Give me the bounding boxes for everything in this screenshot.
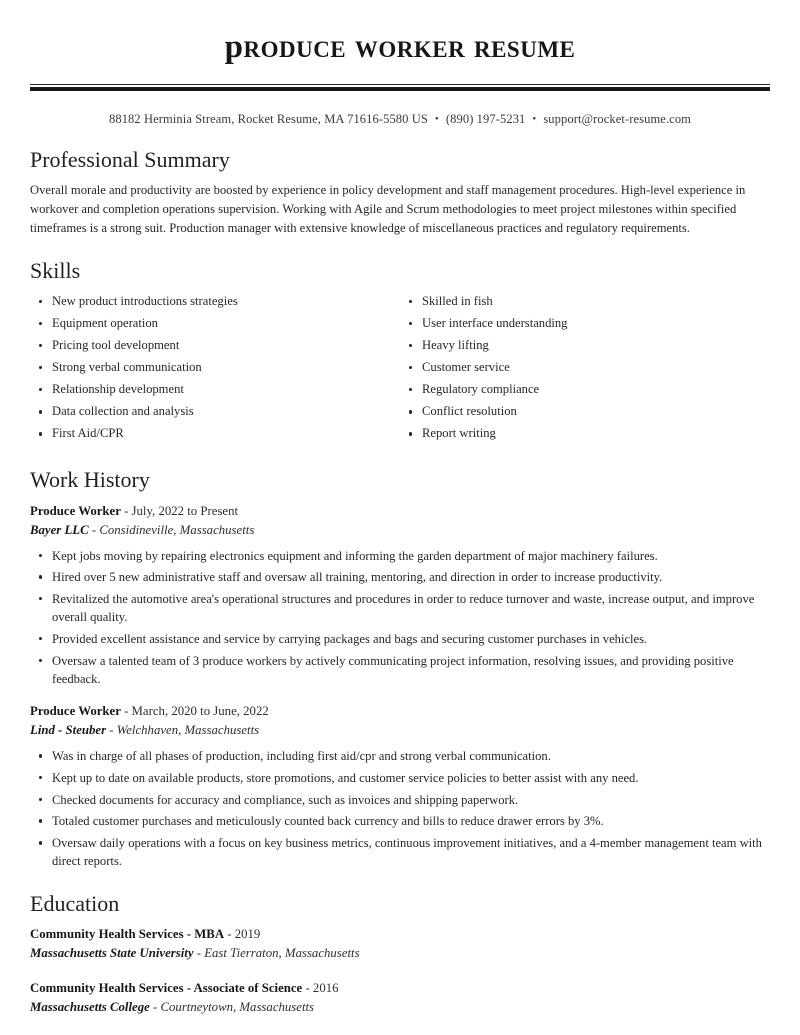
list-item: Oversaw a talented team of 3 produce workers by actively communicating project information, resolving issues, and providing positive feedback. (30, 652, 770, 689)
summary-text: Overall morale and productivity are boosted by experience in policy development and staff management procedures. High-level experience in workover and completion operations supervision. Working with Agile and Scrum methodologies to meet project milestones within specified timeframes is a strong suit. Production manager with extensive knowledge of miscellaneous practices and regulatory requirements. (30, 182, 746, 236)
divider-line-thick (30, 87, 770, 91)
education-entry (30, 925, 770, 963)
contact-address: 88182 Herminia Stream, Rocket Resume, MA 71616-5580 US (109, 111, 428, 126)
work-history-entry (30, 702, 770, 870)
education-year: 2016 (312, 980, 339, 995)
list-item: Strong verbal communication (30, 359, 390, 377)
page-title: produce worker resume (224, 29, 576, 65)
list-item: Provided excellent assistance and service by carrying packages and bags and securing customer purchases in vehicles. (30, 630, 770, 648)
separator-dash: - (224, 927, 235, 942)
job-dates: March, 2020 to June, 2022 (131, 704, 269, 719)
separator-dash: - (88, 522, 100, 537)
separator-dash: - (120, 704, 132, 719)
contact-phone: (890) 197-5231 (445, 111, 526, 126)
section-skills (30, 258, 770, 447)
list-item: Totaled customer purchases and meticulously counted back currency and bills to reduce drawer errors by 3%. (30, 812, 770, 830)
list-item: Report writing (400, 425, 770, 443)
section-title-work-history: Work History (30, 467, 150, 493)
list-item: Was in charge of all phases of production, including first aid/cpr and strong verbal communication. (30, 747, 770, 765)
education-degree: Community Health Services - MBA (30, 927, 225, 942)
skills-columns (30, 293, 770, 447)
separator-dash: - (120, 503, 132, 518)
job-company-line (30, 521, 770, 540)
education-degree-line (30, 979, 770, 998)
education-entry (30, 979, 770, 1017)
list-item: Revitalized the automotive area's operational structures and procedures in order to reduce turnover and waste, increase output, and improve overall quality. (30, 590, 770, 627)
list-item: Conflict resolution (400, 403, 770, 421)
list-item: Oversaw daily operations with a focus on key business metrics, continuous improvement initiatives, and a 4-member management team with direct reports. (30, 834, 770, 871)
skills-list-left (30, 293, 390, 443)
section-professional-summary (30, 147, 770, 239)
list-item: Pricing tool development (30, 337, 390, 355)
list-item: Regulatory compliance (400, 381, 770, 399)
contact-separator-2: • (532, 112, 537, 125)
skills-list-right (400, 293, 770, 443)
list-item: Relationship development (30, 381, 390, 399)
job-title: Produce Worker (30, 704, 121, 719)
section-title-summary: Professional Summary (30, 146, 230, 172)
job-dates: July, 2022 to Present (131, 503, 239, 518)
work-history-list (30, 502, 770, 871)
separator-dash: - (302, 980, 313, 995)
education-school-line (30, 944, 770, 963)
skills-column-left (30, 293, 400, 447)
job-company: Bayer LLC (30, 522, 89, 537)
list-item: User interface understanding (400, 315, 770, 333)
education-degree: Community Health Services - Associate of Science (30, 980, 303, 995)
separator-dash: - (106, 723, 117, 738)
section-title-education: Education (30, 890, 120, 916)
list-item: Kept jobs moving by repairing electronics equipment and informing the garden department of major machinery failures. (30, 547, 770, 565)
job-bullet-list (30, 747, 770, 871)
section-title-skills: Skills (30, 258, 81, 284)
skills-column-right (400, 293, 770, 447)
list-item: First Aid/CPR (30, 425, 390, 443)
job-bullet-list (30, 547, 770, 689)
education-list (30, 925, 770, 1017)
job-title-line (30, 702, 770, 721)
job-company: Lind - Steuber (30, 723, 107, 738)
education-location: East Tierraton, Massachusetts (204, 945, 360, 960)
education-location: Courtneytown, Massachusetts (160, 999, 315, 1014)
list-item: Data collection and analysis (30, 403, 390, 421)
contact-info (30, 112, 770, 127)
section-education (30, 891, 770, 1017)
education-year: 2019 (234, 927, 261, 942)
list-item: Hired over 5 new administrative staff and oversaw all training, mentoring, and direction in order to increase productivity. (30, 568, 770, 586)
education-school: Massachusetts College (30, 999, 150, 1014)
job-location: Considineville, Massachusetts (99, 522, 255, 537)
list-item: Skilled in fish (400, 293, 770, 311)
job-title-line (30, 502, 770, 521)
list-item: Heavy lifting (400, 337, 770, 355)
separator-dash: - (193, 945, 205, 960)
list-item: New product introductions strategies (30, 293, 390, 311)
job-company-line (30, 721, 770, 740)
header-divider (30, 84, 770, 91)
contact-separator-1: • (434, 112, 439, 125)
separator-dash: - (149, 999, 161, 1014)
list-item: Customer service (400, 359, 770, 377)
education-degree-line (30, 925, 770, 944)
work-history-entry (30, 502, 770, 689)
job-location: Welchhaven, Massachusetts (116, 723, 260, 738)
contact-email[interactable]: support@rocket-resume.com (543, 111, 691, 126)
job-title: Produce Worker (30, 503, 121, 518)
list-item: Checked documents for accuracy and compliance, such as invoices and shipping paperwork. (30, 791, 770, 809)
list-item: Equipment operation (30, 315, 390, 333)
education-school-line (30, 998, 770, 1017)
education-school: Massachusetts State University (30, 945, 194, 960)
section-work-history (30, 467, 770, 870)
list-item: Kept up to date on available products, store promotions, and customer service policies to better assist with any need. (30, 769, 770, 787)
